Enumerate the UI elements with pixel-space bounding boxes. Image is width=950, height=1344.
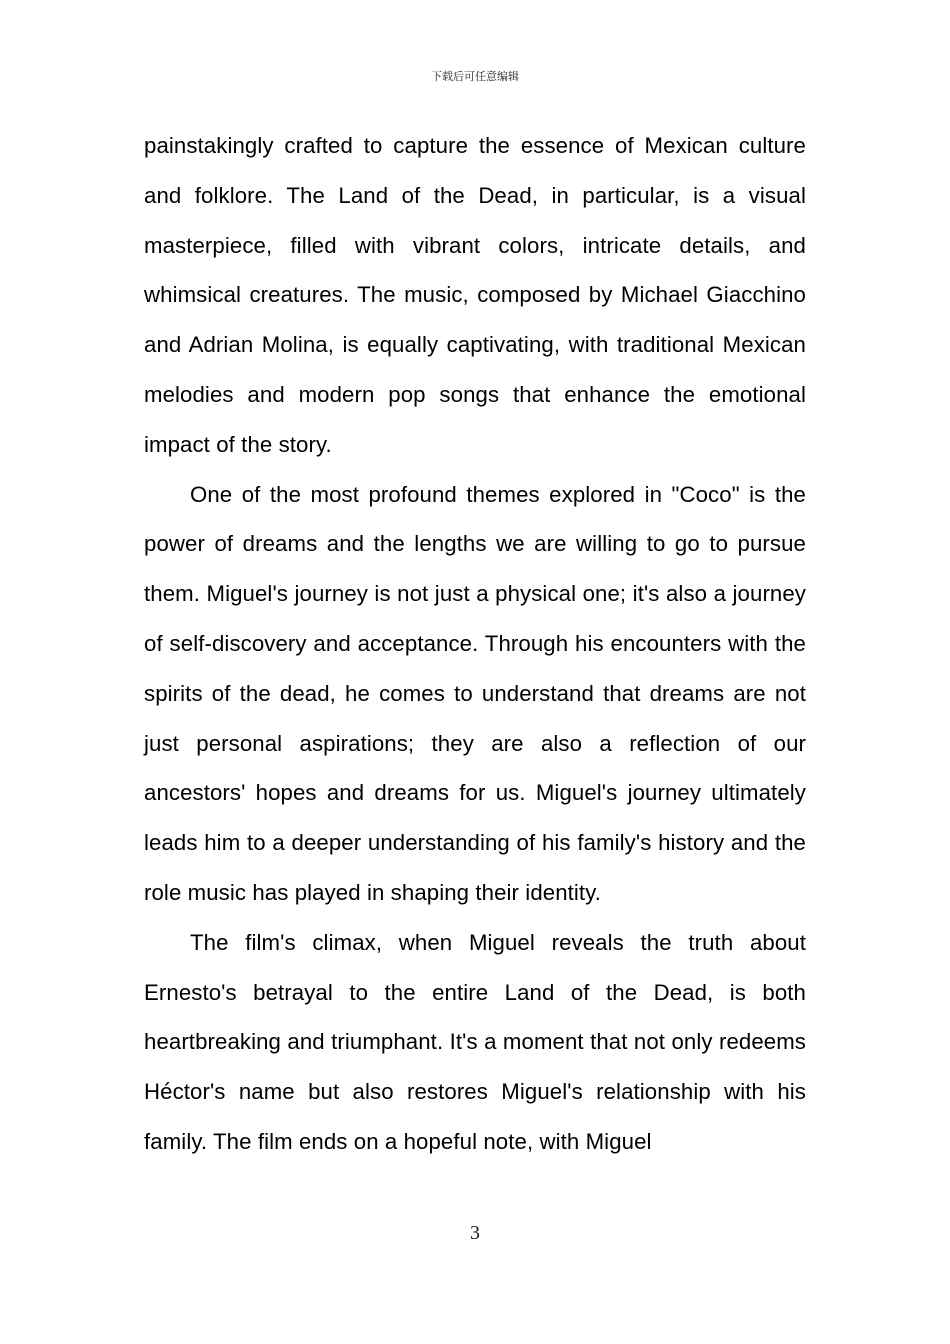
- paragraph-continuation: painstakingly crafted to capture the essence of Mexican culture and folklore. The Land of the Dead, in particular, is a visual masterpiece, filled with vibrant colors, intricate details, and whimsical creatures. The music, composed by Michael Giacchino and Adrian Molina, is equally captivating, with traditional Mexican melodies and modern pop songs that enhance the emotional impact of the story.: [144, 133, 806, 457]
- paragraph-dreams-theme: One of the most profound themes explored in "Coco" is the power of dreams and the lengths we are willing to go to pursue them. Miguel's journey is not just a physical one; it's also a journey of self-discovery and acceptance. Through his encounters with the spirits of the dead, he comes to understand that dreams are not just personal aspirations; they are also a reflection of our ancestors' hopes and dreams for us. Miguel's journey ultimately leads him to a deeper understanding of his family's history and the role music has played in shaping their identity.: [144, 481, 806, 905]
- header-note: 下载后可任意编辑: [431, 70, 519, 83]
- paragraph-climax: The film's climax, when Miguel reveals the truth about Ernesto's betrayal to the entire Land of the Dead, is both heartbreaking and triumphant. It's a moment that not only redeems Héctor's name but also restores Miguel's relationship with his family. The film ends on a hopeful note, with Miguel: [144, 929, 806, 1154]
- page-number: 3: [470, 1222, 480, 1244]
- document-body: [144, 121, 806, 1167]
